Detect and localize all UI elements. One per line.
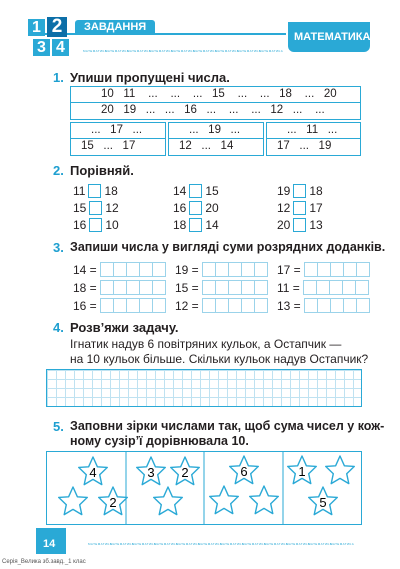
compare-item — [73, 184, 118, 198]
strip-text-7: МАТЕМАТИКА — [220, 542, 245, 546]
answer-cells[interactable] — [305, 298, 370, 313]
page-number-tab — [36, 528, 66, 554]
compare-b: 18 — [104, 184, 118, 198]
strip-text-12: МАТЕМАТИКА — [330, 542, 355, 546]
pair-divider — [169, 138, 263, 139]
strip-text-1: МАТЕМАТИКА — [83, 49, 108, 53]
compare-a: 20 — [277, 218, 291, 232]
star-shape[interactable] — [230, 456, 259, 484]
star-value: 2 — [109, 495, 117, 510]
task1-title: Упиши пропущені числа. — [70, 70, 230, 85]
digit-sum-item — [175, 262, 268, 277]
logo-digit-4: 4 — [52, 39, 69, 56]
pair-bottom: 12 ... 14 — [179, 140, 234, 152]
constellation-3 — [210, 456, 279, 514]
star-value: 5 — [319, 495, 327, 510]
compare-item — [277, 184, 323, 198]
footer-strip — [88, 542, 360, 546]
digit-sum-item — [277, 262, 370, 277]
task5-title-line1: Заповни зірки числами так, щоб сума чисел у кож- — [70, 419, 385, 433]
expr-label: 11 = — [277, 280, 300, 295]
strip-text-8: МАТЕМАТИКА — [237, 49, 262, 53]
strip-text-2: МАТЕМАТИКА — [105, 49, 130, 53]
strip-text-2: МАТЕМАТИКА — [110, 542, 135, 546]
star-shape[interactable] — [326, 456, 355, 484]
digit-sum-item — [73, 262, 166, 277]
compare-a: 12 — [277, 201, 291, 215]
expr-label: 14 = — [73, 262, 97, 277]
section-tab — [75, 20, 155, 35]
logo-digit-3: 3 — [33, 39, 50, 56]
logo-digit-1: 1 — [28, 19, 45, 36]
star-shape[interactable] — [171, 457, 200, 485]
strip-text-3: МАТЕМАТИКА — [132, 542, 157, 546]
answer-cells[interactable] — [304, 280, 369, 295]
strip-text-9: МАТЕМАТИКА — [264, 542, 289, 546]
star-value: 3 — [147, 465, 155, 480]
answer-grid[interactable] — [46, 369, 362, 407]
compare-box[interactable] — [88, 184, 101, 198]
task3-title: Запиши числа у вигляді суми розрядних доданків. — [70, 240, 386, 254]
compare-a: 16 — [73, 218, 87, 232]
digit-sum-item — [73, 280, 166, 295]
star-value: 4 — [89, 465, 97, 480]
compare-item — [277, 201, 323, 215]
pair-divider — [71, 138, 165, 139]
section-label: ЗАВДАННЯ — [84, 21, 147, 33]
compare-b: 10 — [105, 218, 119, 232]
task5-number: 5. — [53, 419, 64, 434]
compare-a: 18 — [173, 218, 187, 232]
strip-text-4: МАТЕМАТИКА — [149, 49, 174, 53]
header-strip — [83, 49, 283, 53]
star-shape[interactable] — [210, 486, 239, 514]
logo-digit-2: 2 — [47, 17, 67, 37]
digit-sum-item — [175, 280, 268, 295]
compare-b: 15 — [205, 184, 219, 198]
constellation-4 — [288, 456, 355, 515]
file-label: Серія_Велика зб.завд._1 клас — [2, 559, 86, 565]
logo — [28, 17, 78, 61]
strip-text-4: МАТЕМАТИКА — [154, 542, 179, 546]
compare-b: 13 — [309, 218, 323, 232]
compare-b: 12 — [105, 201, 119, 215]
strip-text-10: МАТЕМАТИКА — [286, 542, 311, 546]
pair-divider — [267, 138, 360, 139]
compare-a: 16 — [173, 201, 187, 215]
task4-text — [70, 337, 368, 367]
answer-cells[interactable] — [101, 262, 166, 277]
strip-text-3: МАТЕМАТИКА — [127, 49, 152, 53]
pair-top: ... 19 ... — [189, 124, 241, 136]
sequence-row-2: 20 19 ... ... 16 ... ... ... 12 ... ... — [101, 104, 325, 116]
strip-text-5: МАТЕМАТИКА — [171, 49, 196, 53]
pair-top: ... 11 ... — [287, 124, 338, 136]
compare-box[interactable] — [89, 218, 102, 232]
star-shape[interactable] — [59, 487, 88, 515]
compare-a: 11 — [73, 184, 86, 198]
compare-box[interactable] — [293, 184, 306, 198]
expr-label: 15 = — [175, 280, 199, 295]
task4-number: 4. — [53, 320, 64, 335]
expr-label: 13 = — [277, 298, 301, 313]
compare-b: 17 — [309, 201, 323, 215]
task2-title: Порівняй. — [70, 163, 134, 178]
compare-item — [173, 201, 219, 215]
pair-top: ... 17 ... — [91, 124, 143, 136]
strip-text-9: МАТЕМАТИКА — [259, 49, 283, 53]
row-divider — [71, 102, 360, 103]
compare-item — [73, 201, 119, 215]
compare-box[interactable] — [189, 218, 202, 232]
stars-svg — [47, 452, 361, 524]
digit-sum-item — [175, 298, 268, 313]
compare-box[interactable] — [189, 184, 202, 198]
answer-cells[interactable] — [305, 262, 370, 277]
digit-sum-item — [277, 280, 369, 295]
strip-text-11: МАТЕМАТИКА — [308, 542, 333, 546]
subject-tab — [288, 22, 370, 52]
compare-a: 14 — [173, 184, 187, 198]
page-number: 14 — [43, 538, 56, 550]
task2-number: 2. — [53, 163, 64, 178]
pair-bottom: 17 ... 19 — [277, 140, 332, 152]
expr-label: 19 = — [175, 262, 199, 277]
strip-text-1: МАТЕМАТИКА — [88, 542, 113, 546]
strip-text-6: МАТЕМАТИКА — [198, 542, 223, 546]
expr-label: 16 = — [73, 298, 97, 313]
stars-box — [46, 451, 362, 525]
task4-text-line2: на 10 кульок більше. Скільки кульок надув Остапчик? — [70, 352, 369, 366]
compare-item — [173, 218, 219, 232]
sequence-row-1: 10 11 ... ... ... 15 ... ... 18 ... 20 — [101, 88, 337, 100]
strip-text-7: МАТЕМАТИКА — [215, 49, 240, 53]
star-shape[interactable] — [154, 487, 183, 515]
task1-pair-1 — [70, 122, 166, 156]
answer-cells[interactable] — [203, 262, 268, 277]
compare-item — [277, 218, 323, 232]
star-shape[interactable] — [79, 457, 108, 485]
task1-number: 1. — [53, 70, 64, 85]
compare-box[interactable] — [293, 201, 306, 215]
task4-title: Розв’яжи задачу. — [70, 320, 179, 335]
answer-cells[interactable] — [203, 280, 268, 295]
pair-bottom: 15 ... 17 — [81, 140, 136, 152]
star-shape[interactable] — [309, 487, 338, 515]
compare-item — [173, 184, 219, 198]
star-value: 1 — [298, 464, 306, 479]
strip-text-6: МАТЕМАТИКА — [193, 49, 218, 53]
subject-label: МАТЕМАТИКА — [294, 31, 371, 43]
digit-sum-item — [73, 298, 166, 313]
star-shape[interactable] — [288, 456, 317, 484]
strip-text-5: МАТЕМАТИКА — [176, 542, 201, 546]
star-shape[interactable] — [250, 486, 279, 514]
task1-pair-2 — [168, 122, 264, 156]
star-value: 2 — [181, 465, 189, 480]
compare-b: 14 — [205, 218, 219, 232]
expr-label: 12 = — [175, 298, 199, 313]
strip-text-8: МАТЕМАТИКА — [242, 542, 267, 546]
task4-text-line1: Ігнатик надув 6 повітряних кульок, а Остапчик — — [70, 337, 342, 351]
expr-label: 18 = — [73, 280, 97, 295]
constellation-2 — [137, 457, 200, 515]
task1-pair-3 — [266, 122, 361, 156]
task3-number: 3. — [53, 240, 64, 255]
task5-title — [70, 419, 384, 449]
task5-title-line2: ному сузір’ї дорівнювала 10. — [70, 434, 249, 448]
compare-box[interactable] — [89, 201, 102, 215]
compare-b: 18 — [309, 184, 323, 198]
digit-sum-item — [277, 298, 370, 313]
compare-item — [73, 218, 119, 232]
expr-label: 17 = — [277, 262, 301, 277]
star-shape[interactable] — [99, 487, 128, 515]
star-value: 6 — [240, 464, 248, 479]
compare-box[interactable] — [293, 218, 306, 232]
compare-box[interactable] — [189, 201, 202, 215]
task1-box-rows — [70, 86, 361, 120]
compare-a: 15 — [73, 201, 87, 215]
constellation-1 — [59, 457, 128, 515]
star-shape[interactable] — [137, 457, 166, 485]
answer-cells[interactable] — [203, 298, 268, 313]
answer-cells[interactable] — [101, 280, 166, 295]
compare-a: 19 — [277, 184, 291, 198]
answer-cells[interactable] — [101, 298, 166, 313]
compare-b: 20 — [205, 201, 219, 215]
